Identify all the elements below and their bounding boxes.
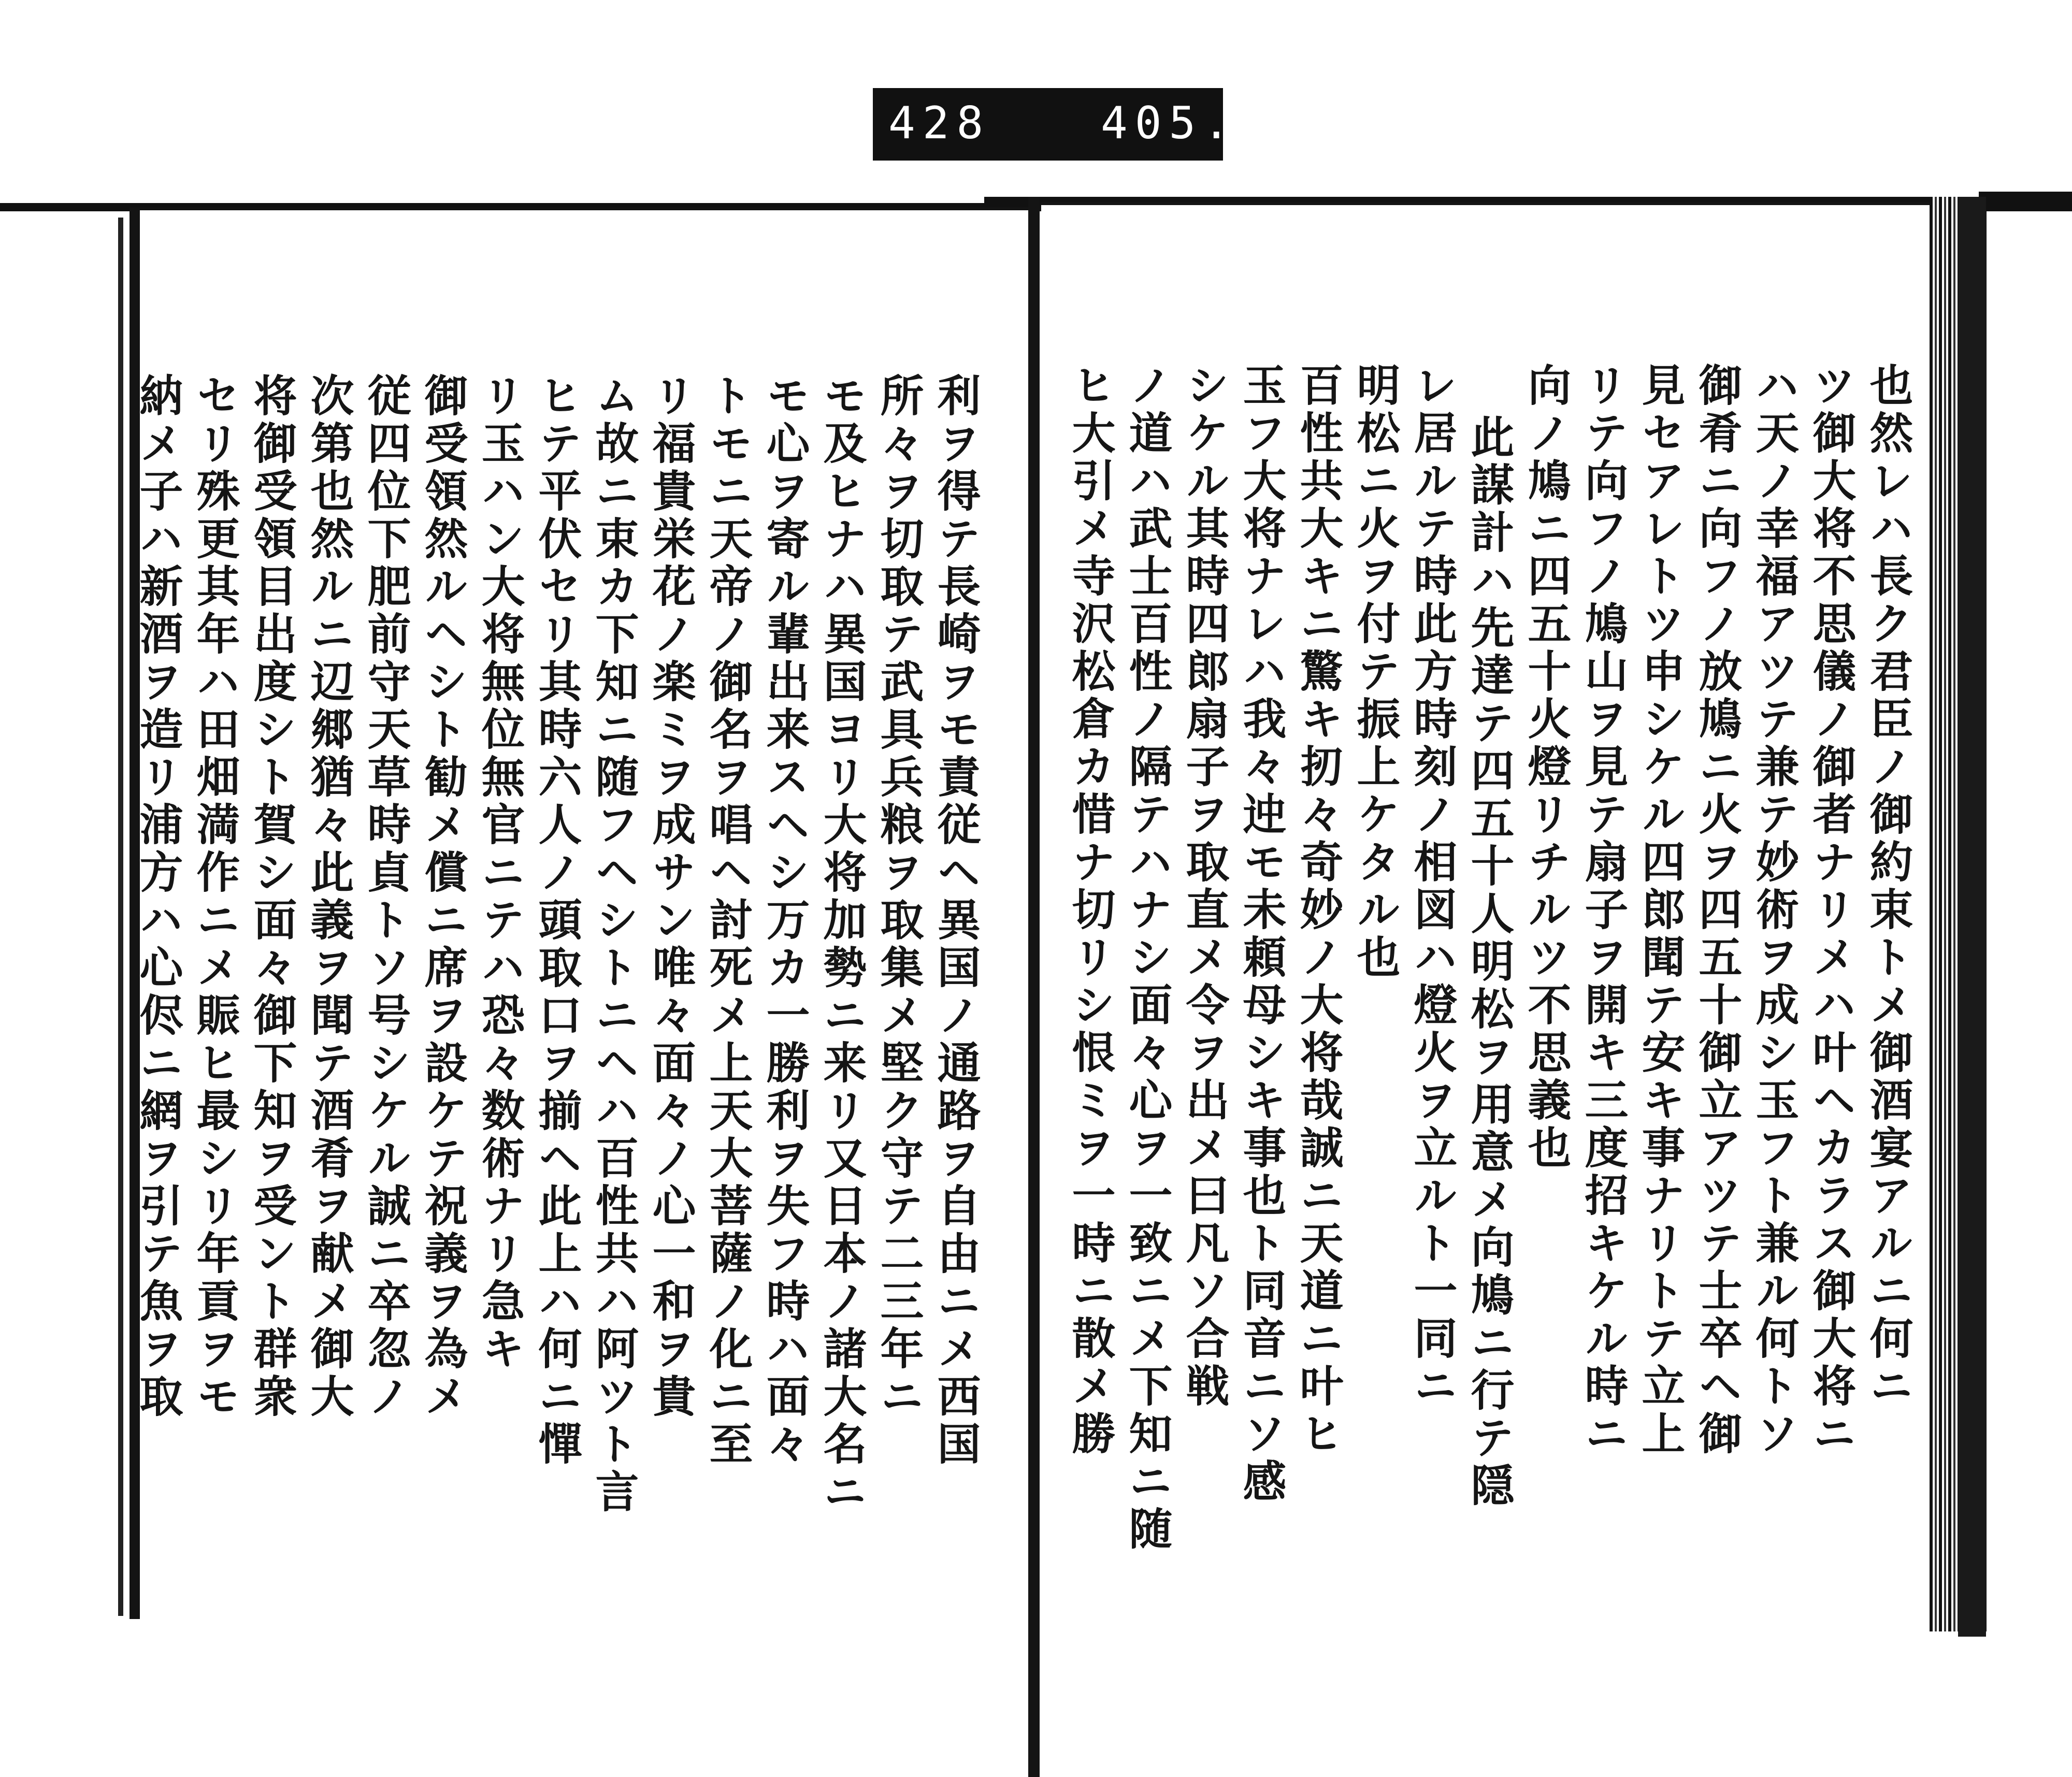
right-column: 明松ニ火ヲ付テ振上ケタル也: [1350, 363, 1401, 982]
right-column: レ居ルテ時此方時刻ノ相図ハ燈火ヲ立ルト一同ニ: [1407, 363, 1458, 1411]
right-column: ヒ大引メ寺沢松倉カ惜ナ切リシ恨ミヲ一時ニ散メ勝: [1065, 363, 1116, 1458]
right-column: リテ向フノ鳩山ヲ見テ扇子ヲ開キ三度招キケル時ニ: [1578, 363, 1629, 1458]
right-page-text: [1067, 363, 1917, 1569]
right-column: 向ノ鳩ニ四五十火燈リチルツ不思義也: [1521, 363, 1572, 1173]
left-column: リ玉ハン大将無位無官ニテハ恐々数術ナリ急キ: [474, 373, 526, 1374]
right-column: 此謀計ハ先達テ四五十人明松ヲ用意メ向鳩ニ行テ隠: [1464, 414, 1515, 1510]
cover-tab: [1979, 192, 2072, 203]
right-column: 百性共大キニ驚キ扨々奇妙ノ大将哉誠ニ天道ニ叶ヒ: [1293, 363, 1344, 1458]
left-column: 利ヲ得テ長崎ヲモ責従ヘ異国ノ通路ヲ自由ニメ西国: [930, 373, 982, 1469]
left-page-text: [133, 373, 984, 1580]
page-edges-shadow: [1958, 197, 1986, 1637]
left-column: 御受領然ルヘシト勧メ償ニ席ヲ設ケテ祝義ヲ為メ: [418, 373, 469, 1421]
right-column: ハ天ノ幸福アツテ兼テ妙術ヲ成シ玉フト兼ル何トソ: [1749, 363, 1800, 1458]
right-column: ノ道ハ武士百性ノ隔テハナシ面々心ヲ一致ニメ下知ニ随: [1122, 363, 1173, 1554]
left-column: トモニ天帝ノ御名ヲ唱ヘ討死メ上天大菩薩ノ化ニ至: [702, 373, 754, 1469]
left-column: 所々ヲ切取テ武具兵粮ヲ取集メ堅ク守テ二三年ニ: [873, 373, 925, 1421]
right-column: 也然レハ長ク君臣ノ御約束トメ御酒宴アルニ何ニ: [1863, 363, 1914, 1411]
left-column: リ福貴栄花ノ楽ミヲ成サン唯々面々ノ心一和ヲ貴: [645, 373, 697, 1421]
left-column: 従四位下肥前守天草時貞トソ号シケル誠ニ卒忽ノ: [361, 373, 412, 1421]
right-column: ツ御大将不思儀ノ御者ナリメハ叶ヘカラス御大将ニ: [1806, 363, 1857, 1458]
left-cover-edge: [118, 218, 123, 1616]
right-column: 玉フ大将ナレハ我々迚モ未頼母シキ事也ト同音ニソ感: [1236, 363, 1287, 1506]
left-column: モ心ヲ寄ル輩出来スヘシ万カ一勝利ヲ失フ時ハ面々: [759, 373, 811, 1469]
left-column: 納メ子ハ新酒ヲ造リ浦方ハ心侭ニ網ヲ引テ魚ヲ取: [133, 373, 184, 1421]
right-column: シケル其時四郎扇子ヲ取直メ令ヲ出メ曰凡ソ合戦: [1179, 363, 1230, 1411]
book-gutter: [1028, 197, 1040, 1777]
right-column: 見セアレトツ申シケル四郎聞テ安キ事ナリトテ立上: [1635, 363, 1686, 1458]
right-column: 御肴ニ向フノ放鳩ニ火ヲ四五十御立アツテ士卒ヘ御: [1692, 363, 1743, 1458]
left-column: ム故ニ束カ下知ニ随フヘシトニヘハ百性共ハ阿ツト言: [588, 373, 640, 1516]
left-column: ヒテ平伏セリ其時六人ノ頭取口ヲ揃ヘ此上ハ何ニ憚: [531, 373, 583, 1469]
left-column: セリ殊更其年ハ田畑満作ニメ賑ヒ最シリ年貢ヲモ: [190, 373, 241, 1421]
archive-number-right: 405.: [1101, 97, 1238, 149]
archive-number-left: 428: [888, 97, 991, 149]
archive-number-label: [873, 88, 1238, 161]
left-column: モ及ヒナハ異国ヨリ大将加勢ニ来リ又日本ノ諸大名ニ: [816, 373, 868, 1516]
left-column: 将御受領目出度シト賀シ面々御下知ヲ受ント群衆: [247, 373, 298, 1421]
left-column: 次第也然ルニ辺郷猶々此義ヲ聞テ酒肴ヲ献メ御大: [304, 373, 355, 1421]
